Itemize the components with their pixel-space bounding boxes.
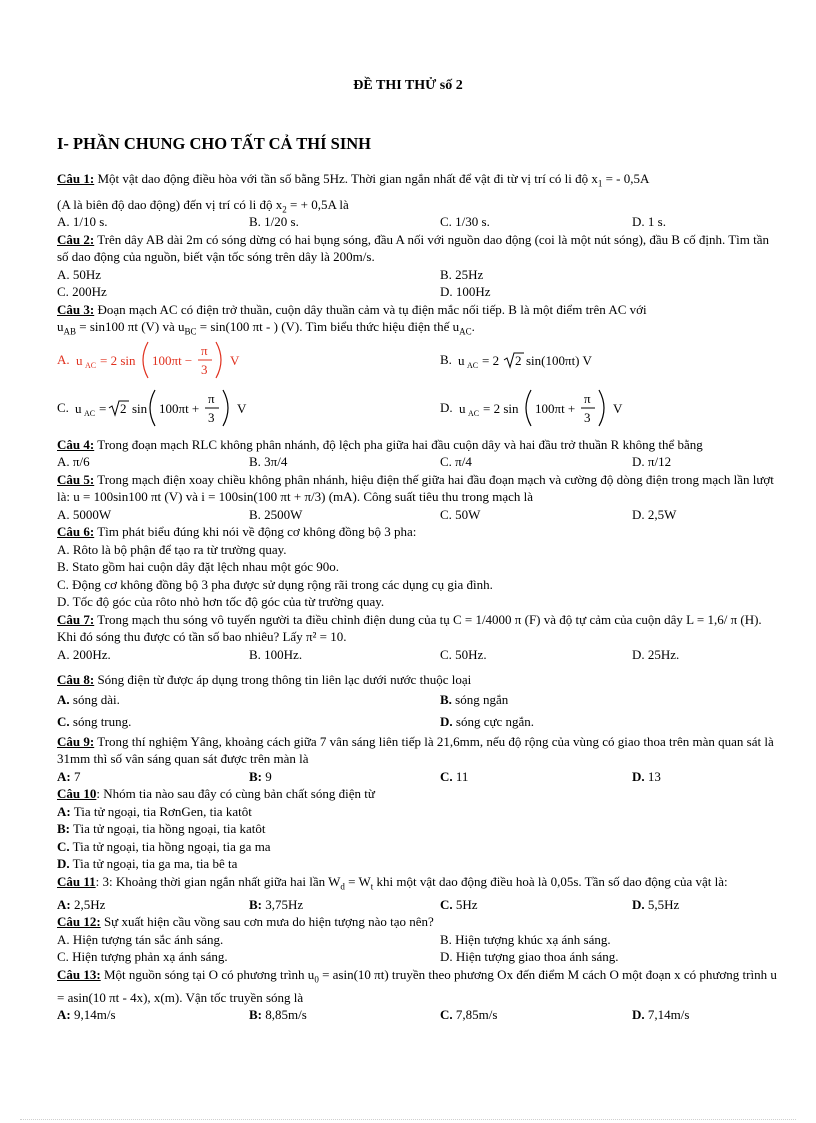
- q11-option-b: B: 3,75Hz: [249, 896, 304, 912]
- question-8: [57, 671, 777, 689]
- q13-label: Câu 13:: [57, 966, 101, 982]
- q5-option-b: B. 2500W: [249, 506, 303, 522]
- q12-options-cd: [57, 948, 777, 966]
- q6-option-a: A. Rôto là bộ phận để tạo ra từ trường quay.: [57, 541, 287, 557]
- page-footer-divider: [20, 1119, 796, 1120]
- q5-option-c: C. 50W: [440, 506, 481, 522]
- svg-text:3: 3: [200, 361, 208, 377]
- q1-text: Một vật dao động điều hòa với tần số bằng 5Hz. Thời gian ngắn nhất để vật đi từ vị trí có li độ x: [94, 171, 598, 186]
- q2-options-ab: [57, 266, 777, 284]
- svg-text:u: u: [457, 352, 465, 368]
- q9-options: [57, 768, 777, 786]
- q12-text: Sự xuất hiện cầu vồng sau cơn mưa do hiện tượng nào tạo nên?: [100, 914, 434, 930]
- svg-text:3: 3: [207, 409, 215, 425]
- q6-option-b: B. Stato gồm hai cuộn dây đặt lệch nhau một góc 90o.: [57, 559, 339, 574]
- q3-option-d: D. u AC = 2 sin 100πt + π 3 V: [440, 384, 659, 432]
- q10-option-b: B: Tia tử ngoại, tia hồng ngoại, tia katôt: [57, 821, 266, 836]
- svg-text:=: =: [98, 400, 107, 416]
- question-5: [57, 471, 777, 506]
- q2-label: Câu 2:: [57, 231, 95, 247]
- q10-text: : Nhóm tia nào sau đây có cùng bản chất sóng điện từ: [96, 786, 375, 801]
- svg-text:u: u: [74, 400, 82, 416]
- svg-text:V: V: [612, 400, 623, 416]
- q5-text: Trong mạch điện xoay chiều không phân nhánh, hiệu điện thế giữa hai đầu đoạn mạch và cường độ dòng điện trong mạch lần lượt là: u = 100sin100 πt (V) và i = 100sin(100 πt + π/3) (mA). Công suất tiêu thu trong mạch là: [57, 471, 774, 504]
- q4-option-d: D. π/12: [632, 454, 672, 469]
- svg-text:100πt +: 100πt +: [534, 400, 575, 416]
- questions: [57, 170, 777, 1024]
- q7-option-d: D. 25Hz.: [632, 646, 680, 662]
- q8-options-ab: [57, 689, 777, 711]
- svg-text:sin: sin: [131, 400, 148, 416]
- q10-option-d: D. Tia tử ngoại, tia ga ma, tia bê ta: [57, 856, 238, 871]
- q11-option-a: A: 2,5Hz: [57, 896, 106, 912]
- q4-label: Câu 4:: [57, 436, 95, 452]
- q2-option-c: C. 200Hz: [57, 284, 107, 299]
- q8-option-a: A. sóng dài.: [57, 691, 120, 707]
- svg-text:AC: AC: [466, 360, 479, 370]
- svg-text:100πt +: 100πt +: [158, 400, 200, 416]
- svg-text:AC: AC: [83, 408, 96, 418]
- q12-label: Câu 12:: [57, 914, 101, 930]
- svg-text:π: π: [200, 342, 208, 358]
- question-3-cont: $u_{AB} = \sin 100$ πt (V) và $u_{BC} = \sin(100$ πt - ) (V). Tìm biểu thức hiệu điện thế $u_{AC}$.: [57, 319, 475, 337]
- svg-text:u: u: [75, 352, 83, 368]
- q13-option-c: C. 7,85m/s: [440, 1007, 498, 1023]
- svg-text:3: 3: [583, 409, 591, 425]
- q6-label: Câu 6:: [57, 524, 95, 539]
- question-7: [57, 611, 777, 646]
- q5-option-a: A. 5000W: [57, 506, 112, 522]
- q1-option-b: B. 1/20 s.: [249, 214, 299, 229]
- q8-label: Câu 8:: [57, 672, 95, 687]
- q9-option-b: B: 9: [249, 768, 272, 784]
- question-2: [57, 231, 777, 266]
- q3-option-b: B. u AC = 2 2 sin(100πt) V: [440, 336, 658, 384]
- q1-label: Câu 1:: [57, 171, 95, 186]
- q1-option-d: D. 1 s.: [632, 214, 666, 229]
- q9-text: Trong thí nghiệm Yâng, khoảng cách giữa 7 vân sáng liên tiếp là 21,6mm, nếu độ rộng của vùng có giao thoa trên màn quan sát là 31mm thì số vân sáng quan sát được trên màn là: [57, 733, 774, 766]
- q7-text: Trong mạch thu sóng vô tuyến người ta điều chỉnh điện dung của tụ C = 1/4000 π (F) và độ tự cảm của cuộn dây L = 1,6/ π (H). Khi đó sóng thu được có tần số bao nhiêu? Lấy π² = 10.: [57, 611, 762, 644]
- q3-label: Câu 3:: [57, 301, 95, 317]
- q11-option-d: D. 5,5Hz: [632, 896, 680, 912]
- q9-label: Câu 9:: [57, 733, 95, 749]
- section-heading: I- PHẦN CHUNG CHO TẤT CẢ THÍ SINH: [57, 134, 372, 153]
- q7-options: [57, 646, 777, 664]
- q4-text: Trong đoạn mạch RLC không phân nhánh, độ lệch pha giữa hai đầu cuộn dây và hai đầu trở thuần R không thể bằng: [94, 436, 703, 452]
- svg-text:sin(100πt) V: sin(100πt) V: [525, 352, 592, 368]
- q2-option-a: A. 50Hz: [57, 266, 102, 282]
- q3-formula-b: [458, 336, 658, 384]
- svg-text:V: V: [236, 400, 247, 416]
- svg-text:= 2 sin: = 2 sin: [99, 352, 136, 368]
- q8-option-c: C. sóng trung.: [57, 713, 132, 729]
- q13-options: [57, 1006, 777, 1024]
- svg-text:= 2: = 2: [481, 352, 500, 368]
- question-1: Câu 1: Một vật dao động điều hòa với tần số bằng 5Hz. Thời gian ngắn nhất để vật đi từ vị trí có li độ $x_1$ = - 0,5A: [57, 171, 650, 189]
- q12-option-a: A. Hiện tượng tán sắc ánh sáng.: [57, 931, 224, 947]
- q5-options: [57, 506, 777, 524]
- q4-options: [57, 453, 777, 471]
- q1-option-c: C. 1/30 s.: [440, 214, 490, 229]
- q7-option-c: C. 50Hz.: [440, 646, 487, 662]
- svg-text:AC: AC: [84, 360, 96, 370]
- q3-option-a: A. u AC = 2 sin 100πt − π 3 V: [57, 336, 276, 384]
- q3-option-c: C. u AC = 2 sin 100πt + π 3 V: [57, 384, 275, 432]
- q4-option-a: A. π/6: [57, 454, 90, 469]
- q12-options-ab: [57, 931, 777, 949]
- q7-option-b: B. 100Hz.: [249, 646, 303, 662]
- q12-option-b: B. Hiện tượng khúc xạ ánh sáng.: [440, 931, 611, 947]
- q5-label: Câu 5:: [57, 471, 95, 487]
- exam-title: ĐỀ THI THỬ số 2: [353, 78, 463, 93]
- question-4: [57, 436, 777, 454]
- q3-formula-c: [75, 384, 275, 432]
- q3-options-cd: [57, 384, 777, 432]
- q6-text: Tìm phát biểu đúng khi nói về động cơ không đồng bộ 3 pha:: [94, 524, 417, 539]
- q2-option-d: D. 100Hz: [440, 284, 491, 299]
- question-10: [57, 785, 777, 803]
- q12-option-d: D. Hiện tượng giao thoa ánh sáng.: [440, 949, 619, 965]
- q6-option-d: D. Tốc độ góc của rôto nhỏ hơn tốc độ góc của từ trường quay.: [57, 594, 385, 609]
- q3-formula-d: [459, 384, 659, 432]
- q2-text: Trên dây AB dài 2m có sóng dừng có hai bụng sóng, đầu A nối với nguồn dao động (coi là một nút sóng), đầu B cố định. Tìm tần số dao động của nguồn, biết vận tốc sóng trên dây là 200m/s.: [57, 231, 770, 264]
- q3-formula-a: [76, 336, 276, 384]
- svg-text:V: V: [229, 352, 240, 368]
- q6-option-c: C. Động cơ không đồng bộ 3 pha được sử dụng rộng rãi trong các dụng cụ gia đình.: [57, 576, 493, 592]
- q12-option-c: C. Hiện tượng phản xạ ánh sáng.: [57, 949, 228, 965]
- svg-text:= 2 sin: = 2 sin: [482, 400, 519, 416]
- q7-option-a: A. 200Hz.: [57, 646, 111, 662]
- q5-option-d: D. 2,5W: [632, 506, 677, 522]
- q3-text: Đoạn mạch AC có điện trở thuần, cuộn dây thuần cảm và tụ điện mắc nối tiếp. B là một điểm trên AC với: [94, 301, 647, 317]
- q10-option-a: A: Tia tử ngoại, tia RơnGen, tia katôt: [57, 803, 252, 819]
- q8-option-d: D. sóng cực ngắn.: [440, 713, 535, 729]
- question-1-cont: (A là biên độ dao động) đến vị trí có li độ $x_2$ = + 0,5A là: [57, 196, 349, 215]
- q1-option-a: A. 1/10 s.: [57, 214, 108, 229]
- q13-option-d: D. 7,14m/s: [632, 1007, 690, 1023]
- q13-option-b: B: 8,85m/s: [249, 1007, 307, 1023]
- svg-text:π: π: [583, 390, 591, 406]
- question-6: [57, 523, 777, 541]
- q4-option-c: C. π/4: [440, 454, 472, 469]
- q9-option-d: D. 13: [632, 768, 661, 784]
- q11-options: [57, 896, 777, 914]
- q11-label: Câu 11: [57, 873, 96, 889]
- svg-text:2: 2: [514, 352, 522, 368]
- question-13: Câu 13: Một nguồn sóng tại O có phương trình $u_0 = asin(10$ πt) truyền theo phương Ox đến điểm M cách O một đoạn x có phương trình u = asin(10 πt - 4x), x(m). Vận tốc truyền sóng là: [57, 966, 777, 1005]
- question-12: [57, 913, 777, 931]
- q4-option-b: B. 3π/4: [249, 454, 288, 469]
- q9-option-a: A: 7: [57, 768, 81, 784]
- q11-option-c: C. 5Hz: [440, 896, 478, 912]
- q7-label: Câu 7:: [57, 611, 95, 627]
- q8-option-b: B. sóng ngắn: [440, 691, 509, 707]
- q8-text: Sóng điện từ được áp dụng trong thông tin liên lạc dưới nước thuộc loại: [94, 672, 472, 687]
- question-9: [57, 733, 777, 768]
- q10-label: Câu 10: [57, 786, 97, 801]
- q3-options-ab: [57, 336, 777, 384]
- q13-option-a: A: 9,14m/s: [57, 1007, 116, 1023]
- svg-text:100πt −: 100πt −: [151, 352, 192, 368]
- svg-text:2: 2: [119, 400, 127, 416]
- q9-option-c: C. 11: [440, 768, 469, 784]
- svg-text:u: u: [458, 400, 466, 416]
- question-11: Câu 11: 3: Khoảng thời gian ngắn nhất giữa hai lần $W_d = W_t$ khi một vật dao động điều hoà là 0,05s. Tần số dao động của vật là:: [57, 873, 728, 892]
- q2-option-b: B. 25Hz: [440, 266, 484, 282]
- question-3: [57, 301, 777, 319]
- svg-text:π: π: [207, 390, 215, 406]
- q10-option-c: C. Tia tử ngoại, tia hồng ngoại, tia ga ma: [57, 838, 271, 854]
- q8-options-cd: [57, 711, 777, 733]
- q2-options-cd: [57, 283, 777, 301]
- svg-text:AC: AC: [467, 408, 479, 418]
- q1-options: [57, 213, 777, 231]
